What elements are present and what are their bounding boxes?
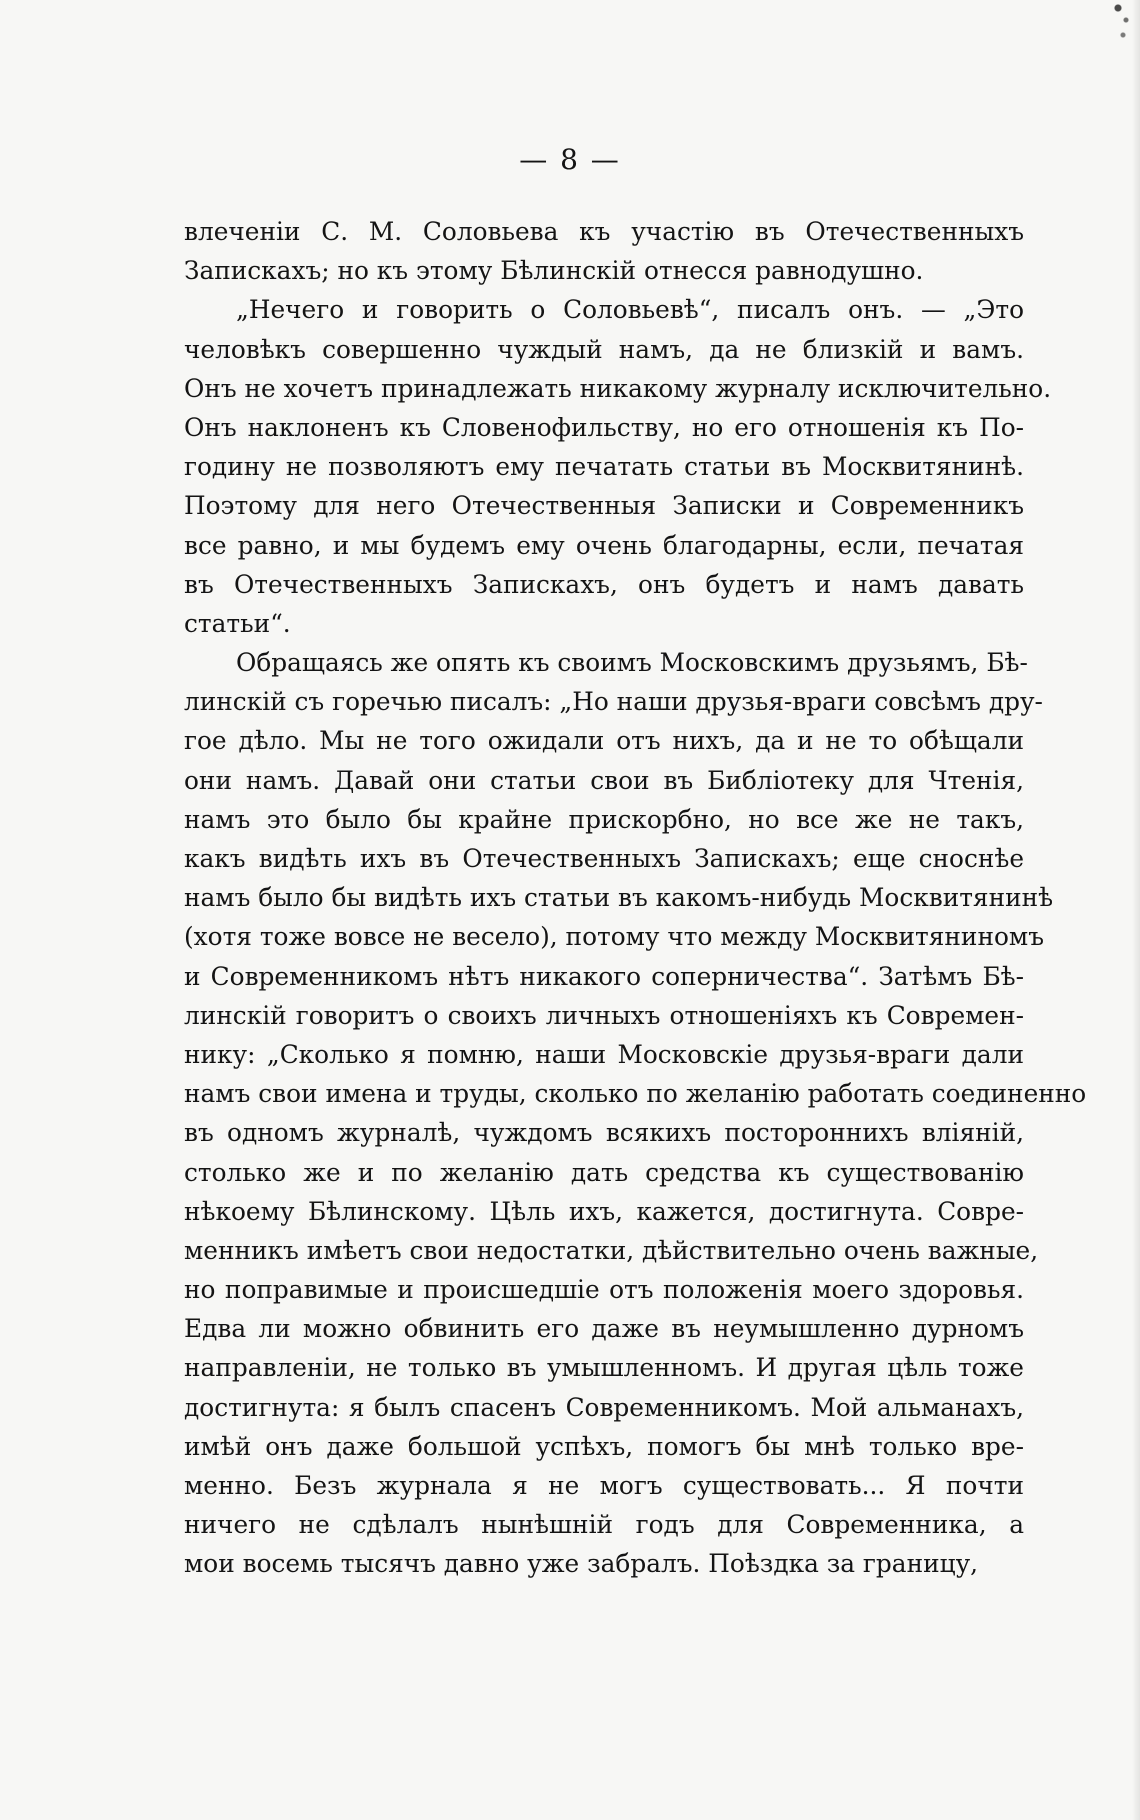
paragraph-1 xyxy=(184,212,1024,290)
text-line: Обращаясь же опять къ своимъ Московскимъ друзьямъ, Бѣ- xyxy=(236,648,1028,678)
text-line: въ одномъ журналѣ, чуждомъ всякихъ постороннихъ вліяній, xyxy=(184,1118,1024,1148)
text-line: въ Отечественныхъ Запискахъ, онъ будетъ и намъ давать xyxy=(184,569,1024,599)
text-line: менно. Безъ журнала я не могъ существовать... Я почти xyxy=(184,1471,1024,1500)
paragraph-2 xyxy=(184,290,1052,643)
text-line: мои восемь тысячъ давно уже забралъ. Поѣздка за границу, xyxy=(184,1549,979,1579)
scan-specks xyxy=(1106,0,1132,50)
text-line: „Нечего и говорить о Соловьевѣ“, писалъ онъ. — „Это xyxy=(236,295,1024,325)
text-line: менникъ имѣетъ свои недостатки, дѣйствительно очень важные, xyxy=(184,1235,1039,1265)
text-line: намъ свои имена и труды, сколько по желанію работать соединенно xyxy=(184,1079,1087,1109)
text-line: столько же и по желанію дать средства къ существованію xyxy=(184,1157,1024,1187)
text-line: намъ это было бы крайне прискорбно, но все же не такъ, xyxy=(184,804,1024,834)
text-line: гое дѣло. Мы не того ожидали отъ нихъ, да и не то обѣщали xyxy=(184,726,1024,756)
text-line: статьи“. xyxy=(184,608,291,638)
body-text xyxy=(184,212,1087,1584)
text-line: линскій говоритъ о своихъ личныхъ отношеніяхъ къ Современ- xyxy=(184,1000,1024,1030)
text-line: достигнута: я былъ спасенъ Современникомъ. Мой альманахъ, xyxy=(184,1392,1024,1422)
text-line: но поправимые и происшедшіе отъ положенія моего здоровья. xyxy=(184,1275,1024,1305)
text-line: и Современникомъ нѣтъ никакого соперничества“. Затѣмъ Бѣ- xyxy=(184,961,1024,991)
text-line: Едва ли можно обвинить его даже въ неумышленно дурномъ xyxy=(184,1314,1024,1344)
text-line: годину не позволяютъ ему печатать статьи въ Москвитянинѣ. xyxy=(184,452,1024,482)
text-line: все равно, и мы будемъ ему очень благодарны, если, печатая xyxy=(184,530,1024,560)
text-line: Запискахъ; но къ этому Бѣлинскій отнесся равнодушно. xyxy=(184,256,924,286)
text-line: имѣй онъ даже большой успѣхъ, помогъ бы мнѣ только вре- xyxy=(184,1431,1024,1461)
paragraph-3 xyxy=(184,643,1087,1584)
text-line: ничего не сдѣлалъ нынѣшній годъ для Современника, а xyxy=(184,1510,1024,1540)
text-line: намъ было бы видѣть ихъ статьи въ какомъ-нибудь Москвитянинѣ xyxy=(184,883,1054,913)
text-line: направленіи, не только въ умышленномъ. И другая цѣль тоже xyxy=(184,1353,1024,1383)
text-line: нѣкоему Бѣлинскому. Цѣль ихъ, кажется, достигнута. Совре- xyxy=(184,1196,1024,1226)
text-line: линскій съ горечью писалъ: „Но наши друзья-враги совсѣмъ дру- xyxy=(184,687,1043,717)
text-line: Поэтому для него Отечественныя Записки и Современникъ xyxy=(184,491,1024,521)
page-number: — 8 — xyxy=(519,143,621,176)
text-line: нику: „Сколько я помню, наши Московскіе друзья-враги дали xyxy=(184,1039,1024,1069)
text-line: они намъ. Давай они статьи свои въ Библіотеку для Чтенія, xyxy=(184,765,1024,795)
page-edge-shadow xyxy=(1132,0,1140,1820)
text-line: Онъ наклоненъ къ Словенофильству, но его отношенія къ По- xyxy=(184,412,1024,442)
text-line: (хотя тоже вовсе не весело), потому что между Москвитяниномъ xyxy=(184,922,1044,952)
text-line: Онъ не хочетъ принадлежать никакому журналу исключительно. xyxy=(184,373,1052,403)
text-line: человѣкъ совершенно чуждый намъ, да не близкій и вамъ. xyxy=(184,334,1024,364)
text-line: какъ видѣть ихъ въ Отечественныхъ Запискахъ; еще сноснѣе xyxy=(184,844,1024,873)
text-line: влеченіи С. М. Соловьева къ участію въ Отечественныхъ xyxy=(184,217,1024,246)
